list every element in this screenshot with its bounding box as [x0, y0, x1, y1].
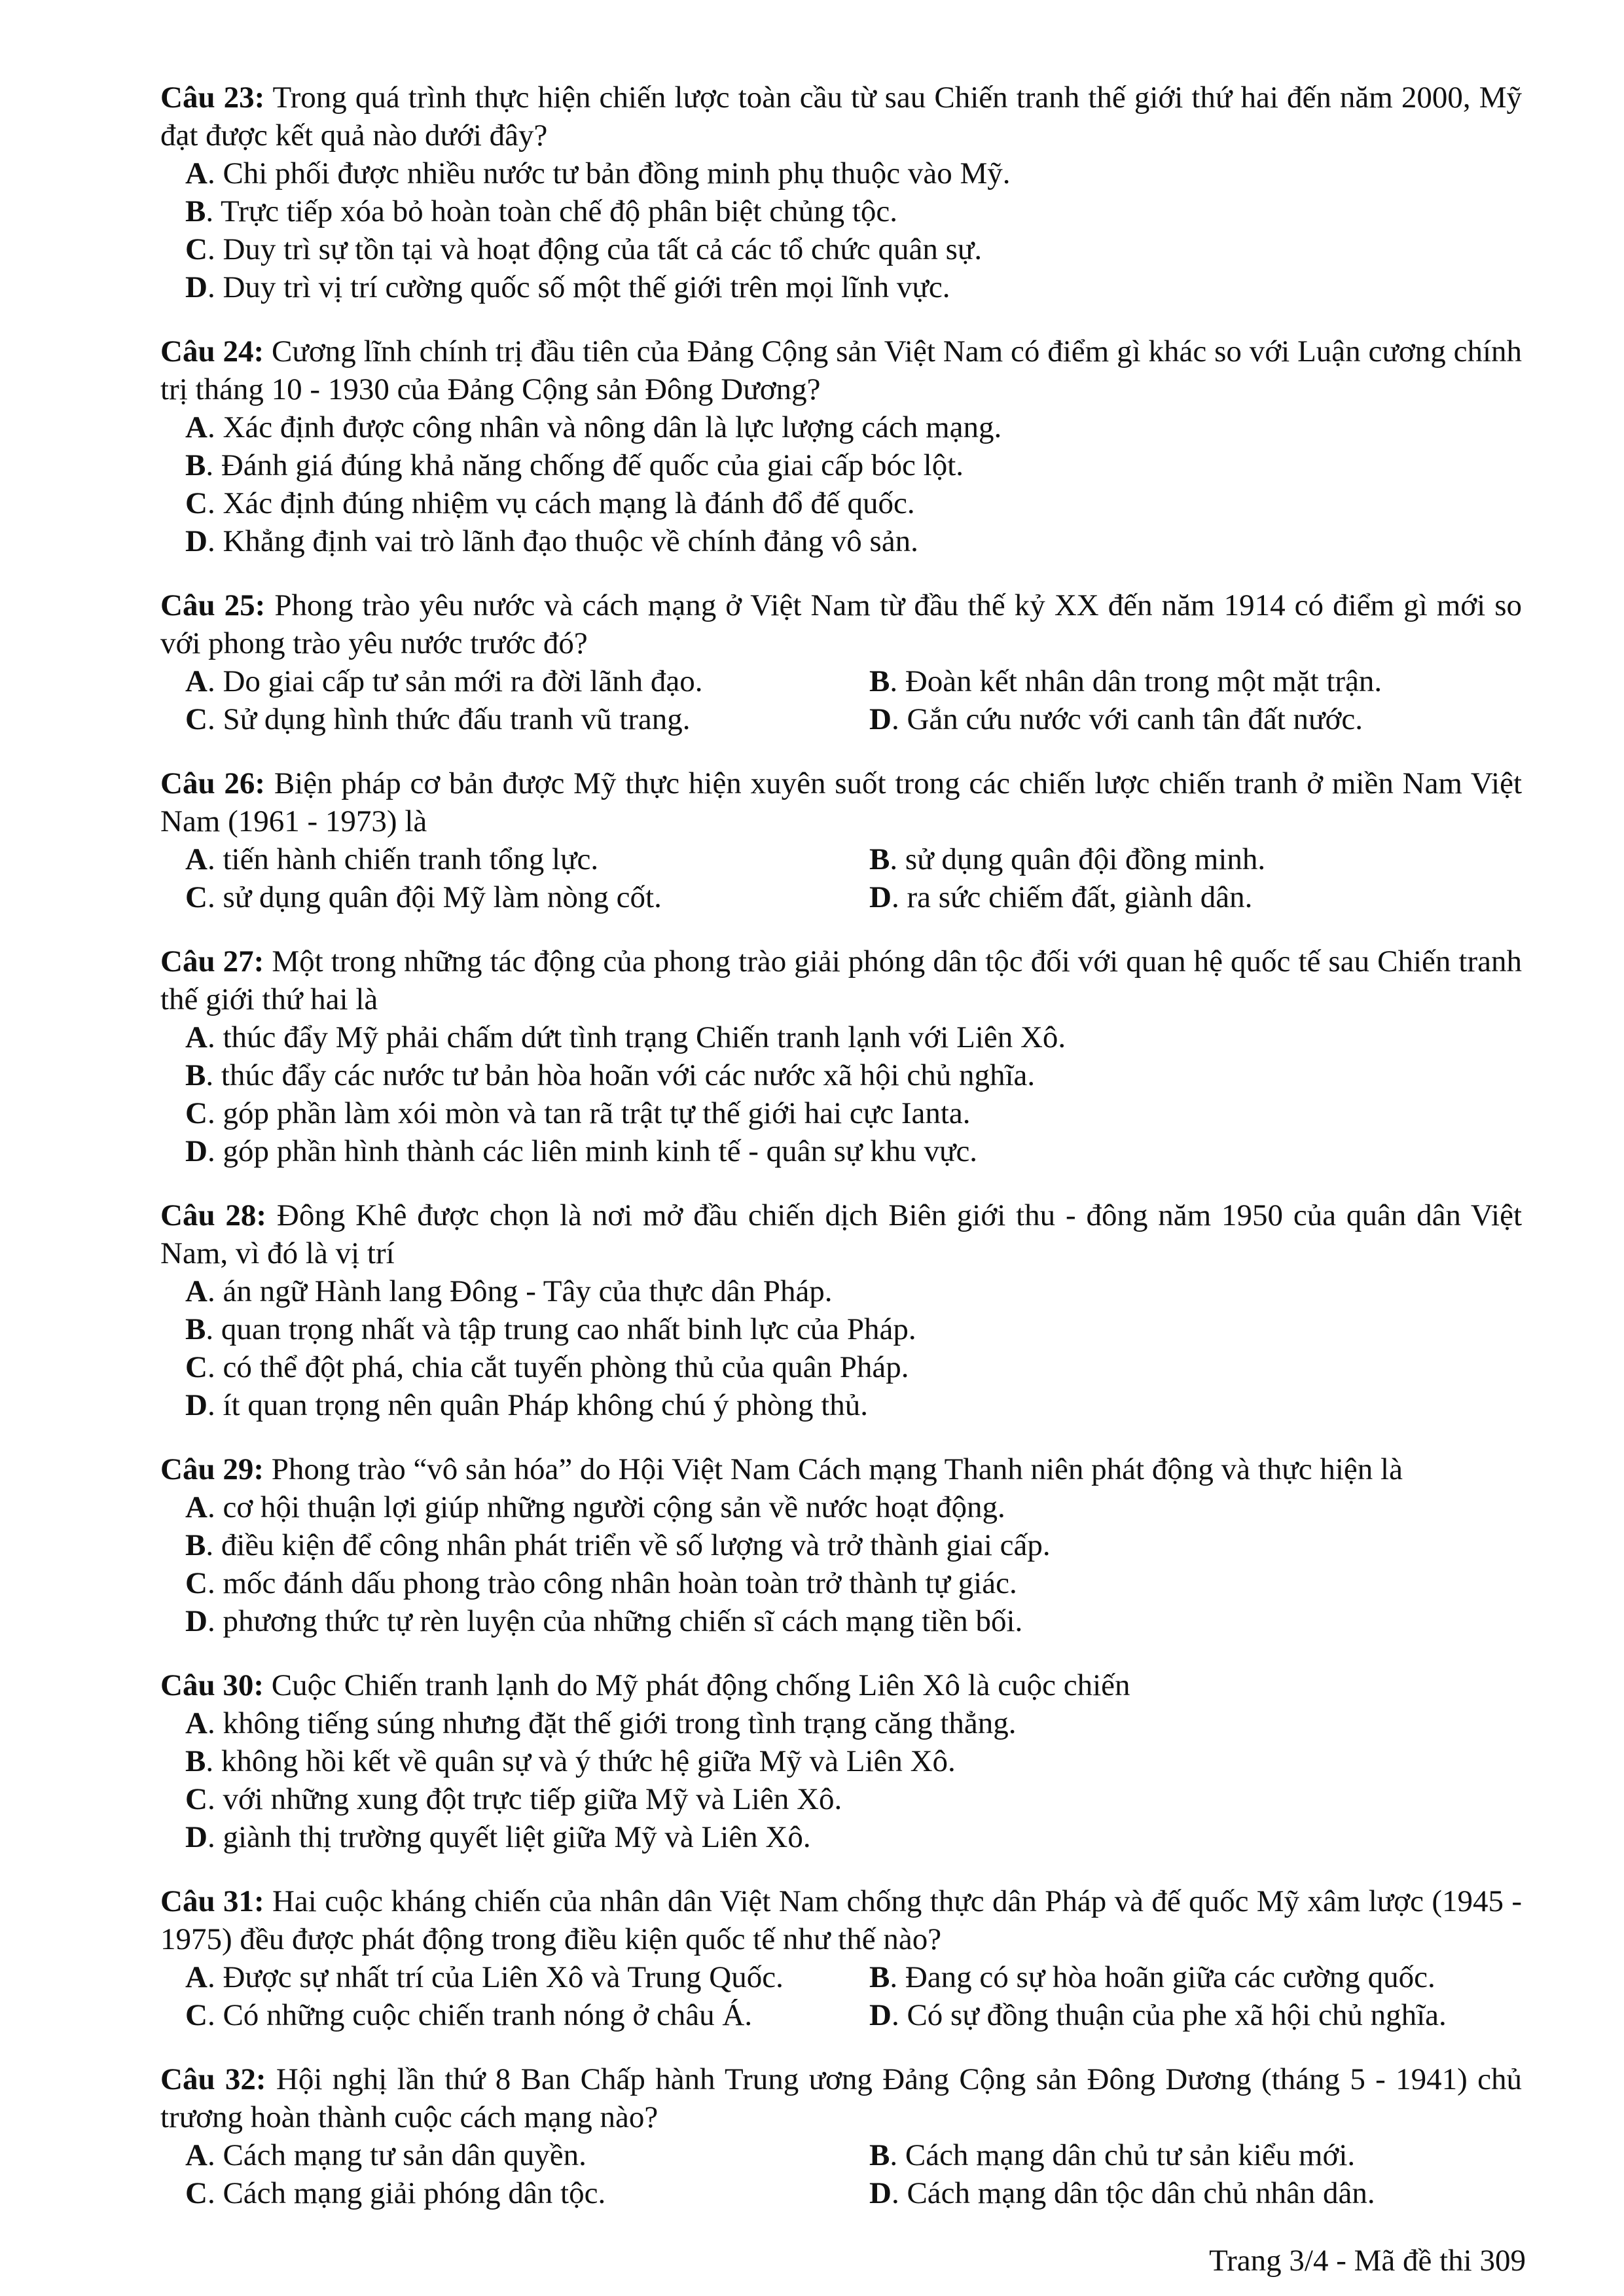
question-stem	[160, 942, 1522, 1018]
question-text: Biện pháp cơ bản được Mỹ thực hiện xuyên suốt trong các chiến lược chiến tranh ở miền Nam Việt Nam (1961 - 1973) là	[160, 766, 1523, 838]
option-letter: A	[185, 1274, 208, 1308]
option-letter: D	[869, 1998, 892, 2032]
option-b	[185, 192, 1522, 230]
option-c	[185, 230, 1522, 268]
question-number: Câu 29:	[160, 1452, 264, 1486]
option-text: . Cách mạng giải phóng dân tộc.	[207, 2176, 606, 2210]
question-stem	[160, 1196, 1522, 1272]
question-number: Câu 26:	[160, 766, 266, 800]
question-number: Câu 25:	[160, 588, 266, 622]
option-letter: A	[185, 1706, 208, 1740]
question-number: Câu 28:	[160, 1198, 267, 1232]
option-a	[185, 662, 869, 700]
question-text: Cuộc Chiến tranh lạnh do Mỹ phát động chống Liên Xô là cuộc chiến	[271, 1668, 1130, 1702]
option-letter: C	[185, 1350, 208, 1384]
option-a	[185, 408, 1522, 446]
option-letter: B	[185, 448, 206, 482]
option-c	[185, 700, 869, 738]
option-text: . điều kiện để công nhân phát triển về số lượng và trở thành giai cấp.	[206, 1528, 1051, 1562]
option-d	[185, 1132, 1522, 1170]
option-letter: C	[185, 1998, 208, 2032]
option-text: . ra sức chiếm đất, giành dân.	[891, 880, 1253, 914]
question-number: Câu 27:	[160, 944, 264, 978]
option-letter: C	[185, 880, 208, 914]
option-text: . Có sự đồng thuận của phe xã hội chủ nghĩa.	[891, 1998, 1447, 2032]
option-b	[869, 840, 1524, 878]
option-letter: D	[869, 880, 892, 914]
option-c	[185, 1348, 1522, 1386]
question-30	[160, 1666, 1522, 1856]
option-text: . án ngữ Hành lang Đông - Tây của thực dân Pháp.	[207, 1274, 833, 1308]
option-letter: B	[185, 1528, 206, 1562]
option-letter: C	[185, 486, 208, 520]
options-list	[160, 1958, 1522, 2034]
option-b	[185, 1526, 1522, 1564]
option-letter: D	[869, 2176, 892, 2210]
option-letter: C	[185, 232, 208, 266]
question-stem	[160, 764, 1522, 840]
option-text: . có thể đột phá, chia cắt tuyến phòng thủ của quân Pháp.	[207, 1350, 909, 1384]
option-letter: A	[185, 1960, 208, 1994]
option-b	[185, 446, 1522, 484]
question-number: Câu 32:	[160, 2062, 266, 2096]
question-stem	[160, 332, 1522, 408]
option-c	[185, 2174, 869, 2212]
options-list	[160, 1018, 1522, 1170]
question-stem	[160, 586, 1522, 662]
option-letter: D	[185, 270, 208, 304]
option-letter: B	[185, 194, 206, 228]
option-text: . Cách mạng tư sản dân quyền.	[207, 2138, 586, 2172]
option-text: . Sử dụng hình thức đấu tranh vũ trang.	[207, 702, 691, 736]
option-letter: C	[185, 2176, 208, 2210]
options-list	[160, 1704, 1522, 1856]
options-list	[160, 662, 1522, 738]
option-text: . thúc đẩy Mỹ phải chấm dứt tình trạng Chiến tranh lạnh với Liên Xô.	[207, 1020, 1066, 1054]
option-text: . Có những cuộc chiến tranh nóng ở châu Á.	[207, 1998, 753, 2032]
option-c	[185, 1996, 869, 2034]
question-stem	[160, 1666, 1522, 1704]
option-c	[185, 484, 1522, 522]
option-letter: D	[185, 1388, 208, 1422]
option-text: . sử dụng quân đội Mỹ làm nòng cốt.	[207, 880, 662, 914]
option-d	[185, 1818, 1522, 1856]
question-number: Câu 24:	[160, 334, 264, 368]
option-letter: D	[185, 1604, 208, 1638]
options-list	[160, 154, 1522, 306]
option-text: . giành thị trường quyết liệt giữa Mỹ và Liên Xô.	[207, 1820, 811, 1854]
option-letter: B	[185, 1058, 206, 1092]
page-footer: Trang 3/4 - Mã đề thi 309	[1209, 2244, 1526, 2278]
option-letter: D	[185, 1134, 208, 1168]
option-a	[185, 154, 1522, 192]
question-stem	[160, 2060, 1522, 2136]
option-text: . sử dụng quân đội đồng minh.	[890, 842, 1266, 876]
option-letter: A	[185, 1490, 208, 1524]
option-text: . không hồi kết về quân sự và ý thức hệ giữa Mỹ và Liên Xô.	[206, 1744, 956, 1778]
question-25	[160, 586, 1522, 738]
exam-page	[160, 79, 1522, 2238]
option-b	[869, 1958, 1524, 1996]
option-a	[185, 1958, 869, 1996]
option-letter: C	[185, 1096, 208, 1130]
option-text: . Khẳng định vai trò lãnh đạo thuộc về chính đảng vô sản.	[207, 524, 918, 558]
option-text: . Gắn cứu nước với canh tân đất nước.	[891, 702, 1363, 736]
option-text: . Được sự nhất trí của Liên Xô và Trung Quốc.	[207, 1960, 784, 1994]
option-text: . Đang có sự hòa hoãn giữa các cường quốc.	[890, 1960, 1435, 1994]
question-stem	[160, 1450, 1522, 1488]
option-text: . tiến hành chiến tranh tổng lực.	[207, 842, 599, 876]
option-letter: A	[185, 664, 208, 698]
question-26	[160, 764, 1522, 916]
question-text: Phong trào “vô sản hóa” do Hội Việt Nam Cách mạng Thanh niên phát động và thực hiện là	[271, 1452, 1403, 1486]
question-28	[160, 1196, 1522, 1424]
options-list	[160, 1272, 1522, 1424]
option-text: . quan trọng nhất và tập trung cao nhất binh lực của Pháp.	[206, 1312, 916, 1346]
option-text: . mốc đánh dấu phong trào công nhân hoàn toàn trở thành tự giác.	[207, 1566, 1017, 1600]
option-a	[185, 840, 869, 878]
option-text: . Đánh giá đúng khả năng chống đế quốc của giai cấp bóc lột.	[206, 448, 964, 482]
option-text: . thúc đẩy các nước tư bản hòa hoãn với các nước xã hội chủ nghĩa.	[206, 1058, 1036, 1092]
option-text: . Đoàn kết nhân dân trong một mặt trận.	[890, 664, 1382, 698]
options-list	[160, 408, 1522, 560]
option-text: . Do giai cấp tư sản mới ra đời lãnh đạo.	[207, 664, 703, 698]
question-text: Phong trào yêu nước và cách mạng ở Việt Nam từ đầu thế kỷ XX đến năm 1914 có điểm gì mới so với phong trào yêu nước trước đó?	[160, 588, 1523, 660]
question-number: Câu 23:	[160, 81, 265, 115]
option-letter: D	[185, 524, 208, 558]
question-text: Đông Khê được chọn là nơi mở đầu chiến dịch Biên giới thu - đông năm 1950 của quân dân Việt Nam, vì đó là vị trí	[160, 1198, 1523, 1270]
option-text: . phương thức tự rèn luyện của những chiến sĩ cách mạng tiền bối.	[207, 1604, 1023, 1638]
option-b	[185, 1056, 1522, 1094]
option-letter: C	[185, 1566, 208, 1600]
option-c	[185, 1780, 1522, 1818]
question-31	[160, 1882, 1522, 2034]
option-text: . cơ hội thuận lợi giúp những người cộng sản về nước hoạt động.	[207, 1490, 1005, 1524]
question-27	[160, 942, 1522, 1170]
option-text: . Xác định được công nhân và nông dân là lực lượng cách mạng.	[207, 410, 1002, 444]
option-a	[185, 1018, 1522, 1056]
question-number: Câu 30:	[160, 1668, 264, 1702]
option-letter: D	[185, 1820, 208, 1854]
option-letter: B	[869, 2138, 890, 2172]
option-text: . Cách mạng dân tộc dân chủ nhân dân.	[891, 2176, 1375, 2210]
option-letter: B	[869, 842, 890, 876]
option-text: . Xác định đúng nhiệm vụ cách mạng là đánh đổ đế quốc.	[207, 486, 915, 520]
question-text: Hội nghị lần thứ 8 Ban Chấp hành Trung ương Đảng Cộng sản Đông Dương (tháng 5 - 1941) chủ trương hoàn thành cuộc cách mạng nào?	[160, 2062, 1523, 2134]
option-text: . góp phần hình thành các liên minh kinh tế - quân sự khu vực.	[207, 1134, 978, 1168]
question-23	[160, 79, 1522, 306]
option-b	[869, 2136, 1524, 2174]
options-list	[160, 1488, 1522, 1640]
option-letter: B	[185, 1312, 206, 1346]
option-letter: B	[869, 664, 890, 698]
option-d	[185, 1386, 1522, 1424]
option-text: . góp phần làm xói mòn và tan rã trật tự thế giới hai cực Ianta.	[207, 1096, 971, 1130]
option-b	[185, 1310, 1522, 1348]
option-text: . Cách mạng dân chủ tư sản kiểu mới.	[890, 2138, 1356, 2172]
option-letter: A	[185, 1020, 208, 1054]
question-text: Trong quá trình thực hiện chiến lược toàn cầu từ sau Chiến tranh thế giới thứ hai đến năm 2000, Mỹ đạt được kết quả nào dưới đây?	[160, 81, 1523, 152]
option-a	[185, 1488, 1522, 1526]
option-letter: A	[185, 156, 208, 190]
option-b	[185, 1742, 1522, 1780]
option-d	[869, 878, 1524, 916]
option-text: . Chi phối được nhiều nước tư bản đồng minh phụ thuộc vào Mỹ.	[207, 156, 1011, 190]
question-24	[160, 332, 1522, 560]
option-b	[869, 662, 1524, 700]
option-text: . Trực tiếp xóa bỏ hoàn toàn chế độ phân biệt chủng tộc.	[206, 194, 898, 228]
option-letter: A	[185, 410, 208, 444]
option-d	[869, 2174, 1524, 2212]
options-list	[160, 840, 1522, 916]
question-text: Cương lĩnh chính trị đầu tiên của Đảng Cộng sản Việt Nam có điểm gì khác so với Luận cương chính trị tháng 10 - 1930 của Đảng Cộng sản Đông Dương?	[160, 334, 1523, 406]
option-a	[185, 1272, 1522, 1310]
option-c	[185, 1094, 1522, 1132]
option-d	[869, 700, 1524, 738]
option-c	[185, 1564, 1522, 1602]
options-list	[160, 2136, 1522, 2212]
option-letter: C	[185, 702, 208, 736]
question-stem	[160, 1882, 1522, 1958]
option-letter: B	[185, 1744, 206, 1778]
option-d	[185, 522, 1522, 560]
question-stem	[160, 79, 1522, 154]
question-32	[160, 2060, 1522, 2212]
question-29	[160, 1450, 1522, 1640]
option-a	[185, 2136, 869, 2174]
option-letter: C	[185, 1782, 208, 1816]
option-a	[185, 1704, 1522, 1742]
option-letter: B	[869, 1960, 890, 1994]
option-text: . với những xung đột trực tiếp giữa Mỹ và Liên Xô.	[207, 1782, 842, 1816]
option-d	[185, 268, 1522, 306]
option-c	[185, 878, 869, 916]
option-text: . không tiếng súng nhưng đặt thế giới trong tình trạng căng thẳng.	[207, 1706, 1017, 1740]
question-number: Câu 31:	[160, 1884, 264, 1918]
option-text: . ít quan trọng nên quân Pháp không chú ý phòng thủ.	[207, 1388, 869, 1422]
option-text: . Duy trì sự tồn tại và hoạt động của tất cả các tổ chức quân sự.	[207, 232, 983, 266]
option-text: . Duy trì vị trí cường quốc số một thế giới trên mọi lĩnh vực.	[207, 270, 950, 304]
question-text: Một trong những tác động của phong trào giải phóng dân tộc đối với quan hệ quốc tế sau Chiến tranh thế giới thứ hai là	[160, 944, 1523, 1016]
question-text: Hai cuộc kháng chiến của nhân dân Việt Nam chống thực dân Pháp và đế quốc Mỹ xâm lược (1945 - 1975) đều được phát động trong điều kiện quốc tế như thế nào?	[160, 1884, 1523, 1956]
option-letter: A	[185, 2138, 208, 2172]
option-d	[185, 1602, 1522, 1640]
option-letter: A	[185, 842, 208, 876]
option-letter: D	[869, 702, 892, 736]
option-d	[869, 1996, 1524, 2034]
